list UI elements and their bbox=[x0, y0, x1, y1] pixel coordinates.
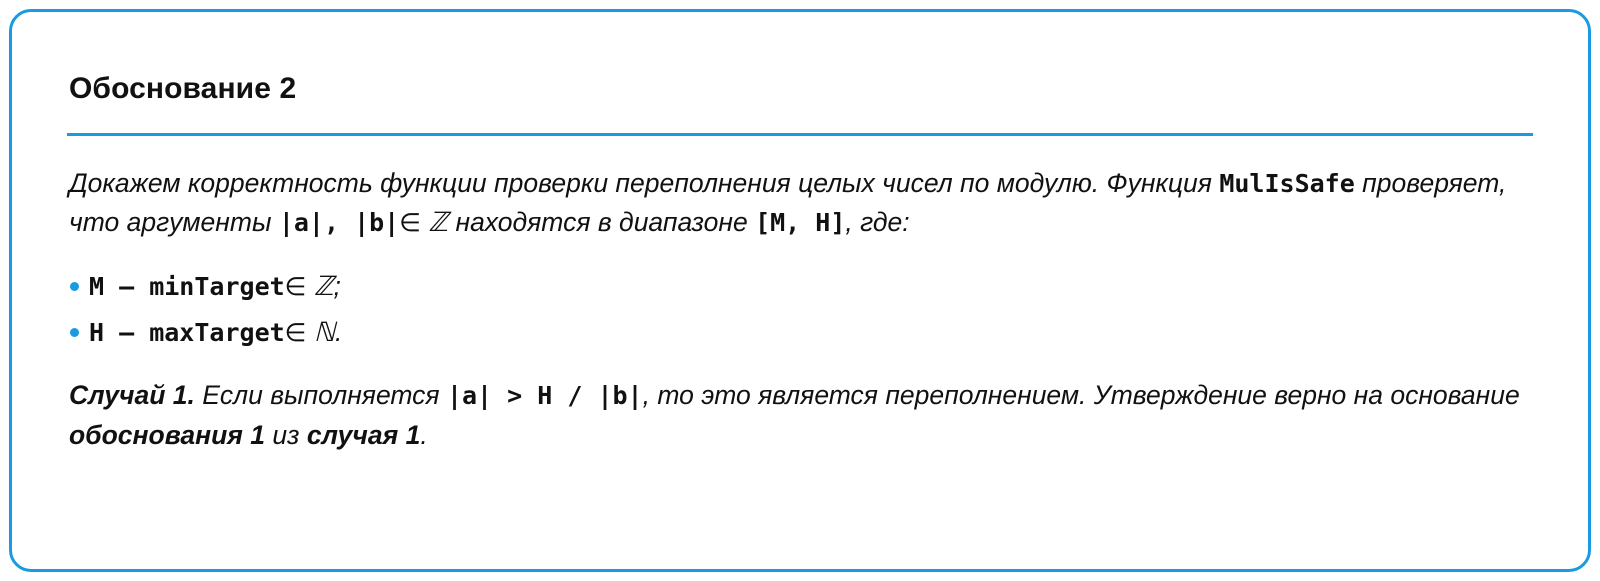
element-of-icon: ∈ bbox=[399, 208, 422, 238]
definition-list bbox=[67, 269, 1533, 351]
case-text-part3: из bbox=[265, 419, 307, 450]
case-ref-justification: обоснования 1 bbox=[69, 419, 266, 450]
list-item bbox=[67, 269, 1533, 305]
bullet-code-m: M — minTarget bbox=[89, 271, 285, 301]
bullet-code-h: H — maxTarget bbox=[89, 317, 285, 347]
bullet-dot-icon bbox=[70, 328, 79, 337]
justification-card bbox=[9, 9, 1591, 572]
element-of-icon: ∈ bbox=[284, 271, 307, 301]
code-overflow-condition: |a| > H / |b| bbox=[446, 381, 643, 411]
case-text-part1: Если выполняется bbox=[194, 380, 447, 411]
list-item bbox=[67, 315, 1533, 351]
code-range-m-h: [M, H] bbox=[755, 208, 846, 238]
intro-paragraph bbox=[67, 164, 1533, 242]
case-label: Случай 1. bbox=[69, 380, 195, 411]
code-abs-a-abs-b: |a|, |b| bbox=[278, 208, 400, 238]
code-mulissafe: MulIsSafe bbox=[1219, 169, 1355, 198]
case-text-part2: , то это является переполнением. Утверждение верно на основание bbox=[642, 380, 1520, 411]
case-paragraph bbox=[67, 376, 1533, 454]
bullet-dot-icon bbox=[70, 282, 79, 291]
page-title: Обоснование 2 bbox=[69, 72, 297, 105]
intro-text-part2: проверяет, что аргументы bbox=[69, 168, 1507, 238]
case-text-part4: . bbox=[420, 419, 428, 450]
case-ref-case: случая 1 bbox=[306, 419, 421, 450]
title-divider bbox=[67, 133, 1533, 136]
bullet-tail-m: ℤ; bbox=[306, 270, 341, 301]
intro-text-part1: Докажем корректность функции проверки переполнения целых чисел по модулю. Функция bbox=[69, 168, 1220, 198]
intro-text-part4: , где: bbox=[845, 207, 910, 238]
intro-text-part3: ℤ находятся в диапазоне bbox=[421, 207, 756, 238]
element-of-icon: ∈ bbox=[284, 317, 307, 347]
bullet-tail-h: ℕ. bbox=[306, 316, 343, 347]
